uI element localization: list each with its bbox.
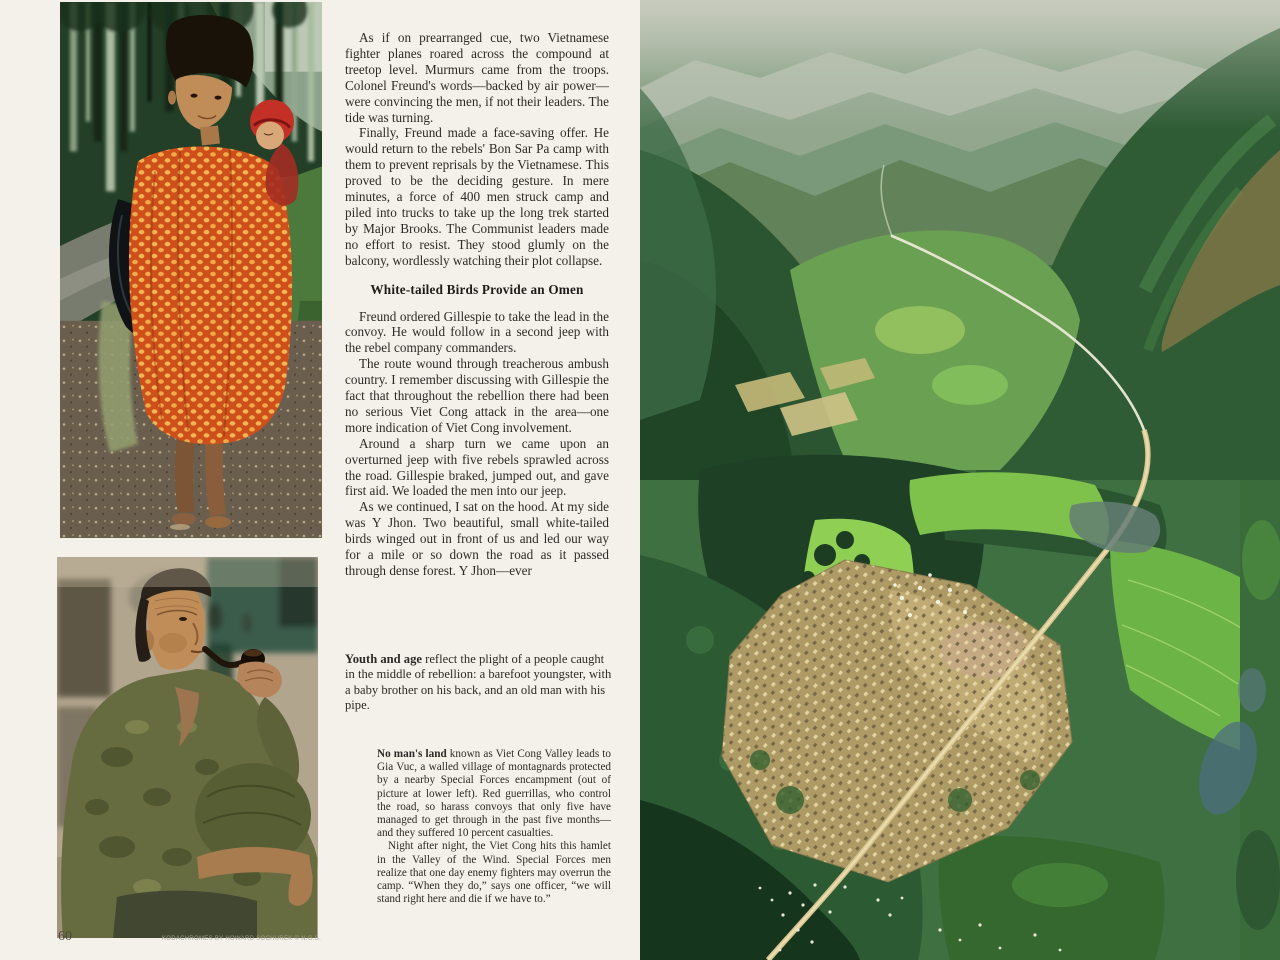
article-paragraph: Finally, Freund made a face-saving offer. He would return to the rebels' Bon Sar Pa camp with them to prevent reprisals by the Vietnamese. This proved to be the deciding gesture. In mere minutes, a force of 400 men struck camp and piled into trucks to take up the long trek started by Major Brooks. The Communist leaders made no effort to resist. They stood glumly on the balcony, wordlessly watching their plot collapse. xyxy=(345,125,609,268)
page-number: 60 xyxy=(58,929,72,944)
caption-text: reflect the plight of a people caught in the middle of rebellion: a barefoot youngster, with a baby brother on his back, and an old man with his pipe. xyxy=(345,652,612,713)
article-paragraph: As if on prearranged cue, two Vietnamese fighter planes roared across the compound at treetop level. Murmurs came from the troops. Colonel Freund's words—backed by air power—were convincing the men, if not their leaders. The tide was turning. xyxy=(345,30,609,125)
caption-no-mans-land xyxy=(377,748,611,906)
old-man-pipe-illustration xyxy=(57,557,318,938)
caption-paragraph xyxy=(377,748,611,840)
article-paragraph: As we continued, I sat on the hood. At my side was Y Jhon. Two beautiful, small white-tailed birds winged out in front of us and led our way for a mile or so down the road as it passed through dense forest. Y Jhon—ever xyxy=(345,499,609,578)
caption-text: known as Viet Cong Valley leads to Gia Vuc, a walled village of montagnards protected by a nearby Special Forces encampment (out of picture at lower left). Red guerrillas, who control the road, so harass convoys that only five have managed to get through in the past five months—and they suffered 10 percent casualties. xyxy=(377,748,612,840)
article-paragraph: The route wound through treacherous ambush country. I remember discussing with Gillespie the fact that throughout the rebellion there had been no serious Viet Cong attack in the area—one more indication of Viet Cong involvement. xyxy=(345,356,609,435)
caption-lead: No man's land xyxy=(377,748,447,760)
aerial-valley-illustration xyxy=(640,0,1280,960)
boy-with-baby-illustration xyxy=(60,2,322,538)
photo-old-man-pipe xyxy=(57,557,318,938)
caption-paragraph: Night after night, the Viet Cong hits this hamlet in the Valley of the Wind. Special Forces men realize that one day enemy fighters may overrun the camp. “When they do,” says one officer, “we will stand right here and die if we have to.” xyxy=(377,840,611,906)
caption-youth-and-age xyxy=(345,652,617,714)
photo-credit: KODACHROMES BY HOWARD SOCHUREK © N.G.S. xyxy=(161,936,322,942)
photo-aerial-valley xyxy=(640,0,1280,960)
photo-boy-with-baby xyxy=(60,2,322,538)
article-paragraph: Freund ordered Gillespie to take the lead in the convoy. He would follow in a second jeep with the rebel company commanders. xyxy=(345,308,609,356)
caption-lead: Youth and age xyxy=(345,652,422,666)
section-heading: White-tailed Birds Provide an Omen xyxy=(370,281,584,297)
article-text-column xyxy=(345,30,609,579)
article-paragraph: Around a sharp turn we came upon an overturned jeep with five rebels sprawled across the road. Gillespie braked, jumped out, and gave first aid. We loaded the men into our jeep. xyxy=(345,435,609,499)
